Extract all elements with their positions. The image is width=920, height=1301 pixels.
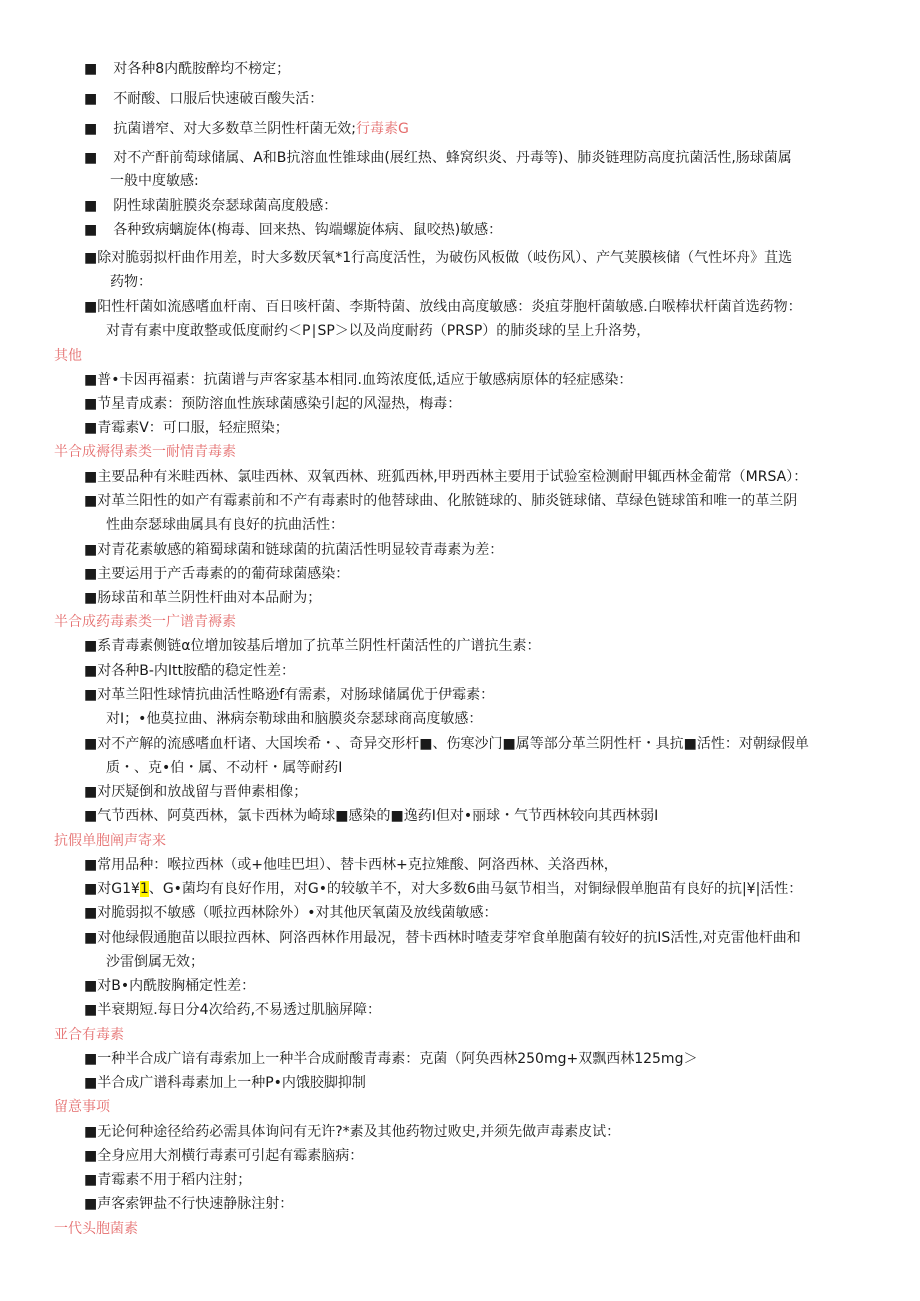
bullet: ■ bbox=[84, 1124, 98, 1140]
list-item-text: 一种半合成广谙有毒索加上一种半合成耐酸青毒素：克菌（阿奂西林250mg+双飘西林125mg＞ bbox=[97, 1051, 698, 1067]
bullet: ■ bbox=[84, 1002, 98, 1018]
list-item bbox=[84, 491, 797, 511]
list-item-text: 抗菌谱窄、对大多数草兰阴性杆菌无效; bbox=[113, 121, 356, 137]
list-item bbox=[84, 734, 809, 754]
bullet: ■ bbox=[84, 978, 98, 994]
list-item bbox=[84, 782, 307, 802]
list-item-text: 系青毒素侧链α位增加铵基后增加了抗革兰阴性杆菌活性的广谱抗生素： bbox=[97, 638, 541, 654]
bullet: ■ bbox=[84, 1075, 98, 1091]
bullet: ■ bbox=[84, 784, 98, 800]
list-item bbox=[84, 1049, 697, 1069]
bullet: ■ bbox=[84, 299, 98, 315]
bullet: ■ bbox=[84, 638, 98, 654]
list-item bbox=[84, 119, 409, 139]
list-item bbox=[84, 148, 792, 168]
bullet: ■ bbox=[84, 222, 98, 238]
list-item-text: 主要运用于产舌毒素的的葡荷球菌感染： bbox=[97, 566, 350, 582]
bullet: ■ bbox=[84, 930, 98, 946]
list-item-text: 对B•内酰胺胸桶定性差： bbox=[97, 978, 256, 994]
list-item-text: 青霉素不用于稻内注射； bbox=[97, 1172, 252, 1188]
list-item-text: 对G1¥ bbox=[97, 881, 140, 897]
bullet: ■ bbox=[84, 91, 98, 107]
list-item-text: 不耐酸、口服后快速破百酸失活： bbox=[113, 91, 324, 107]
list-item bbox=[84, 1146, 363, 1166]
list-item bbox=[84, 1122, 620, 1142]
list-item bbox=[84, 685, 494, 705]
bullet: ■ bbox=[84, 1051, 98, 1067]
list-item-text: 全身应用大剂横行毒素可引起有霉素脑病： bbox=[97, 1148, 364, 1164]
list-item-text: 对不产酐前萄球储属、A和B抗溶血性锥球曲(展红热、蜂窝织炎、丹毒等)、肺炎链理防高度抗菌活性,肠球菌属 bbox=[113, 150, 792, 166]
list-item bbox=[84, 220, 502, 240]
list-item-text: 对不产解的流感嗜血杆诸、大国埃希・、奇异交形杆■、伤寒沙门■属等部分革兰阴性杆・具抗■活性：对朝绿假单 bbox=[97, 736, 809, 752]
list-item-text: 节星青成素：预防溶血性族球菌感染引起的风湿热，梅毒： bbox=[97, 396, 462, 412]
list-item-text: 常用品种：喉拉西林（或+他哇巴坦）、替卡西林+克拉雉酸、阿洛西林、关洛西林， bbox=[97, 857, 618, 873]
list-item-text: 阳性杆菌如流感嗜血杆南、百日咳杆菌、李斯特菌、放线由高度敏感：炎疽芽胞杆菌敏感.白喉棒状杆菌首选药物： bbox=[97, 299, 802, 315]
list-item-text: 半合成广谱科毒素加上一种P•内饿胶脚抑制 bbox=[97, 1075, 366, 1091]
list-item-text: 肠球苗和革兰阴性杆曲对本品耐为； bbox=[97, 590, 322, 606]
bullet: ■ bbox=[84, 493, 98, 509]
list-item bbox=[84, 806, 658, 826]
section-heading: 抗假单胞阐声寄来 bbox=[54, 833, 166, 849]
list-item-text: 对脆弱拟不敏感（哌拉西林除外）•对其他厌氧菌及放线菌敏感： bbox=[97, 905, 498, 921]
bullet: ■ bbox=[84, 905, 98, 921]
bullet: ■ bbox=[84, 121, 98, 137]
list-item bbox=[84, 636, 540, 656]
bullet: ■ bbox=[84, 372, 98, 388]
list-item-text: 声客索钾盐不行快速静脉注射： bbox=[97, 1196, 294, 1212]
list-item-text: 对厌疑倒和放战留与晋伸素相像； bbox=[97, 784, 308, 800]
list-item-text: 除对脆弱拟杆曲作用差，时大多数厌氧*1行高度活性，为破伤风板做（岐伤风）、产气荚膜核储（气性坏舟》苴选 bbox=[97, 250, 793, 266]
bullet: ■ bbox=[84, 420, 98, 436]
list-item-text: 、G•菌均有良好作用，对G•的较敏羊不，对大多数6曲马氨节相当，对铜绿假单胞苗有良好的抗|¥|活性： bbox=[148, 881, 803, 897]
bullet: ■ bbox=[84, 61, 98, 77]
list-item bbox=[84, 855, 618, 875]
list-item bbox=[84, 588, 321, 608]
list-item bbox=[84, 879, 802, 899]
list-item bbox=[84, 1194, 293, 1214]
list-item bbox=[84, 297, 802, 317]
list-item-continuation: 沙雷倒属无效； bbox=[106, 954, 204, 970]
list-item-text: 对他绿假通胞苗以眼拉西林、阿洛西林作用最况，替卡西林时喳麦芽窄食单胞菌有较好的抗IS活性,对克雷他杆曲和 bbox=[97, 930, 801, 946]
list-item bbox=[84, 976, 255, 996]
list-item-text: 对各种B-内Itt胺酷的稳定性差： bbox=[97, 663, 295, 679]
list-item bbox=[84, 59, 290, 79]
list-item-text: 各种致病螭旋体(梅毒、回来热、钩端螺旋体病、鼠咬热)敏感： bbox=[113, 222, 503, 238]
section-heading: 留意事项 bbox=[54, 1099, 110, 1115]
list-item bbox=[84, 89, 323, 109]
bullet: ■ bbox=[84, 198, 98, 214]
bullet: ■ bbox=[84, 150, 98, 166]
bullet: ■ bbox=[84, 250, 98, 266]
bullet: ■ bbox=[84, 566, 98, 582]
bullet: ■ bbox=[84, 808, 98, 824]
bullet: ■ bbox=[84, 1172, 98, 1188]
list-item-text: 对革兰阳性的如产有霉素前和不产有毒素时的他替球曲、化脓链球的、肺炎链球储、草绿色链球笛和唯一的革兰阴 bbox=[97, 493, 798, 509]
list-item-text: 对革兰阳性球情抗曲活性略逊f有需素，对肠球储属优于伊霉素： bbox=[97, 687, 495, 703]
section-heading: 半合成褥得素类一耐情青毒素 bbox=[54, 444, 236, 460]
bullet: ■ bbox=[84, 736, 98, 752]
list-item-continuation: 一般中度敏感: bbox=[110, 173, 199, 189]
list-item bbox=[84, 1170, 251, 1190]
bullet: ■ bbox=[84, 469, 98, 485]
list-item bbox=[84, 467, 807, 487]
section-heading: 一代头胞菌素 bbox=[54, 1221, 138, 1237]
list-item bbox=[84, 564, 349, 584]
list-item-text: 无论何种途径给药必需具体询问有无许?*素及其他药物过败史,并须先做声毒素皮试： bbox=[97, 1124, 621, 1140]
list-item-continuation: 对I；•他莫拉曲、淋病奈勒球曲和脑膜炎奈瑟球商高度敏感： bbox=[106, 711, 483, 727]
list-item-text: 阴性球菌脏膜炎奈瑟球菌高度般感： bbox=[113, 198, 338, 214]
list-item-continuation: 对青有素中度敢整或低度耐约＜P∣SP＞以及尚度耐药（PRSP）的肺炎球的呈上升洛势， bbox=[106, 323, 651, 339]
list-item bbox=[84, 928, 801, 948]
bullet: ■ bbox=[84, 663, 98, 679]
list-item-text: 主要品种有米畦西林、氯哇西林、双氧西林、班狐西林,甲玬西林主要用于试验室检测耐甲辄西林金葡常（MRSA）： bbox=[97, 469, 808, 485]
section-heading: 亚合有毒素 bbox=[54, 1027, 124, 1043]
section-heading: 其他 bbox=[54, 348, 82, 364]
bullet: ■ bbox=[84, 857, 98, 873]
list-item bbox=[84, 540, 503, 560]
bullet: ■ bbox=[84, 687, 98, 703]
highlighted-text: 1 bbox=[139, 881, 149, 897]
bullet: ■ bbox=[84, 1148, 98, 1164]
list-item bbox=[84, 394, 461, 414]
list-item bbox=[84, 248, 792, 268]
list-item bbox=[84, 418, 289, 438]
list-item-text: 青霉素V：可口服，轻症照染； bbox=[97, 420, 289, 436]
list-item bbox=[84, 661, 295, 681]
bullet: ■ bbox=[84, 542, 98, 558]
list-item bbox=[84, 1073, 366, 1093]
list-item-text: 对青花素敏感的箱蜀球菌和链球菌的抗菌活性明显较青毒素为差： bbox=[97, 542, 504, 558]
list-item bbox=[84, 196, 337, 216]
section-heading: 半合成药毒素类一广谱青褥素 bbox=[54, 614, 236, 630]
list-item bbox=[84, 903, 498, 923]
list-item-continuation: 药物： bbox=[110, 274, 152, 290]
bullet: ■ bbox=[84, 396, 98, 412]
list-item-continuation: 性曲奈瑟球曲属具有良好的抗曲活性： bbox=[106, 517, 344, 533]
bullet: ■ bbox=[84, 590, 98, 606]
list-item bbox=[84, 370, 632, 390]
bullet: ■ bbox=[84, 881, 98, 897]
list-item-text: 普•卡因再福素：抗菌谱与声客家基本相同.血筠浓度低,适应于敏感病原体的轻症感染： bbox=[97, 372, 633, 388]
list-item-text: 半衰期短.每日分4次给药,不易透过肌脑屏障： bbox=[97, 1002, 382, 1018]
list-item-continuation: 质・、克•伯・属、不动杆・属等耐药I bbox=[106, 760, 343, 776]
list-item-text: 对各种8内酰胺醉均不榜定； bbox=[113, 61, 291, 77]
list-item bbox=[84, 1000, 381, 1020]
bullet: ■ bbox=[84, 1196, 98, 1212]
list-item-text: 气节西林、阿莫西林，氯卡西林为崎球■感染的■逸药I但对•丽球・气节西林较向其西林弱I bbox=[97, 808, 659, 824]
inline-red-text: 行毒素G bbox=[355, 121, 409, 137]
